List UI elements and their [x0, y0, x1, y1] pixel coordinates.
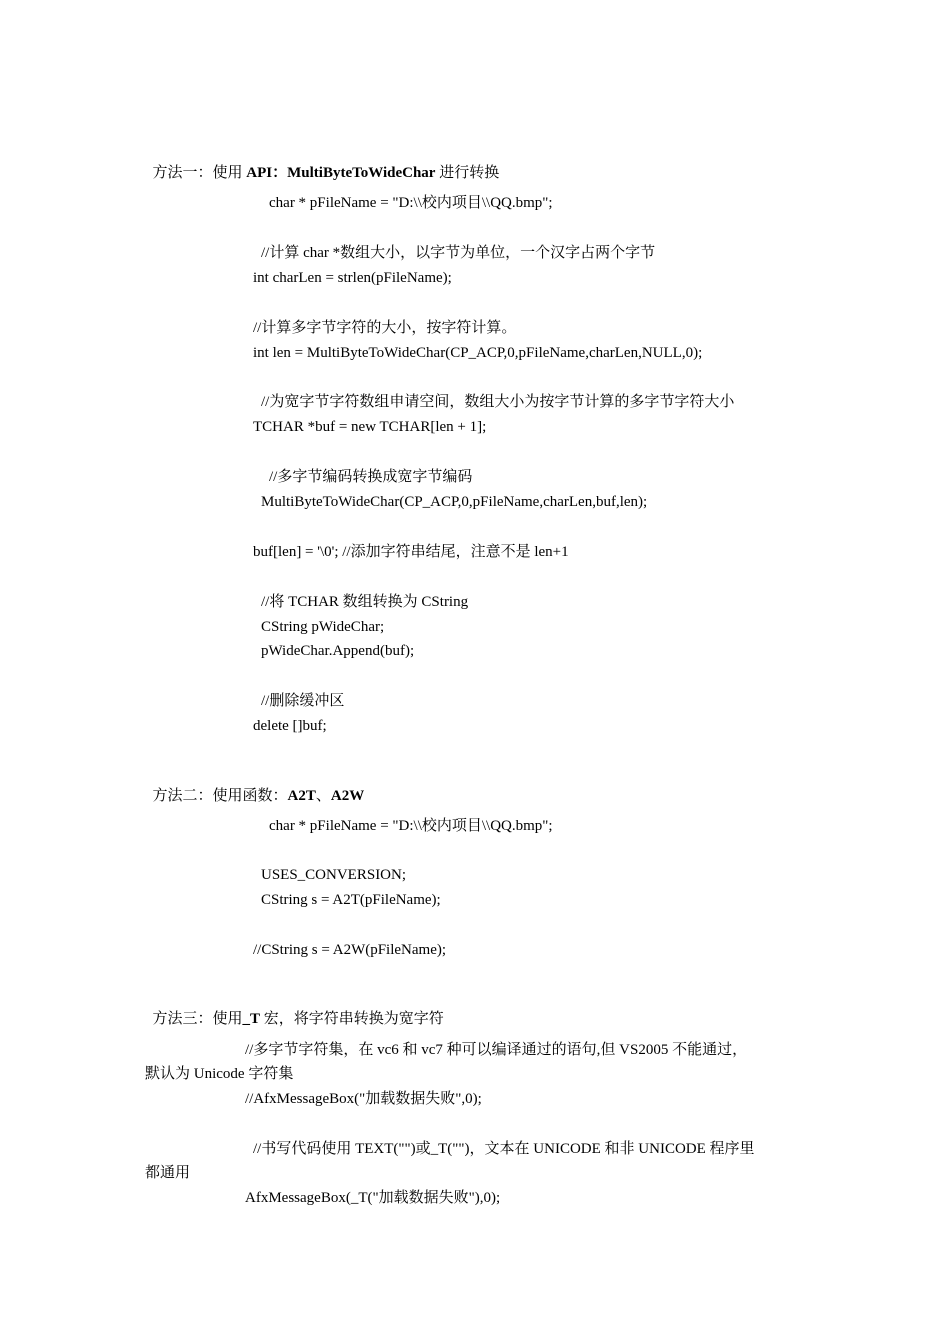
method3-heading-suffix: 宏，将字符串转换为宽字符	[260, 1011, 444, 1027]
method1-heading-prefix: 方法一：使用	[152, 165, 247, 181]
code-line: CString pWideChar;	[261, 619, 385, 635]
method1-heading-function: MultiByteToWideChar	[287, 165, 436, 181]
code-comment: //书写代码使用 TEXT("")或_T("")，文本在 UNICODE 和非 UNICODE 程序里	[253, 1141, 755, 1157]
method3-heading	[145, 989, 444, 1027]
code-comment: //计算多字节字符的大小，按字符计算。	[253, 320, 517, 336]
code-line: CString s = A2T(pFileName);	[261, 892, 441, 908]
code-comment: //CString s = A2W(pFileName);	[253, 942, 447, 958]
method2-heading-prefix: 方法二：使用函数：	[152, 788, 288, 804]
code-comment: //删除缓冲区	[261, 693, 345, 709]
method1-heading-api: API	[246, 165, 273, 181]
method2-heading	[145, 766, 365, 804]
method2-heading-a2t: A2T	[287, 788, 316, 804]
code-line: AfxMessageBox(_T("加载数据失败"),0);	[245, 1190, 501, 1206]
code-comment: //多字节字符集，在 vc6 和 vc7 种可以编译通过的语句,但 VS2005 不能通过，	[245, 1042, 748, 1058]
method2-heading-sep: 、	[315, 788, 331, 804]
code-line: TCHAR *buf = new TCHAR[len + 1];	[253, 419, 487, 435]
code-comment: //将 TCHAR 数组转换为 CString	[261, 594, 469, 610]
method2-heading-a2w: A2W	[330, 788, 365, 804]
code-line: MultiByteToWideChar(CP_ACP,0,pFileName,charLen,buf,len);	[261, 494, 648, 510]
code-line: int len = MultiByteToWideChar(CP_ACP,0,pFileName,charLen,NULL,0);	[253, 345, 703, 361]
code-line: delete []buf;	[253, 718, 327, 734]
code-line: char * pFileName = "D:\\校内项目\\QQ.bmp";	[269, 195, 553, 211]
method3-heading-macro: _T	[242, 1011, 261, 1027]
code-comment-continued: 都通用	[145, 1165, 191, 1181]
code-comment: //多字节编码转换成宽字节编码	[269, 469, 473, 485]
method1-heading-suffix: 进行转换	[435, 165, 500, 181]
code-comment: //AfxMessageBox("加载数据失败",0);	[245, 1091, 482, 1107]
code-line: buf[len] = '\0'; //添加字符串结尾，注意不是 len+1	[253, 544, 569, 560]
method3-heading-prefix: 方法三：使用	[152, 1011, 243, 1027]
code-comment: //计算 char *数组大小，以字节为单位，一个汉字占两个字节	[261, 245, 656, 261]
method1-heading-colon: ：	[272, 165, 288, 181]
code-line: char * pFileName = "D:\\校内项目\\QQ.bmp";	[269, 818, 553, 834]
code-line: int charLen = strlen(pFileName);	[253, 270, 452, 286]
method1-heading	[145, 143, 500, 181]
code-line: pWideChar.Append(buf);	[261, 643, 415, 659]
code-comment: //为宽字节字符数组申请空间，数组大小为按字节计算的多字节字符大小	[261, 394, 735, 410]
code-comment-continued: 默认为 Unicode 字符集	[145, 1066, 294, 1082]
code-line: USES_CONVERSION;	[261, 867, 407, 883]
